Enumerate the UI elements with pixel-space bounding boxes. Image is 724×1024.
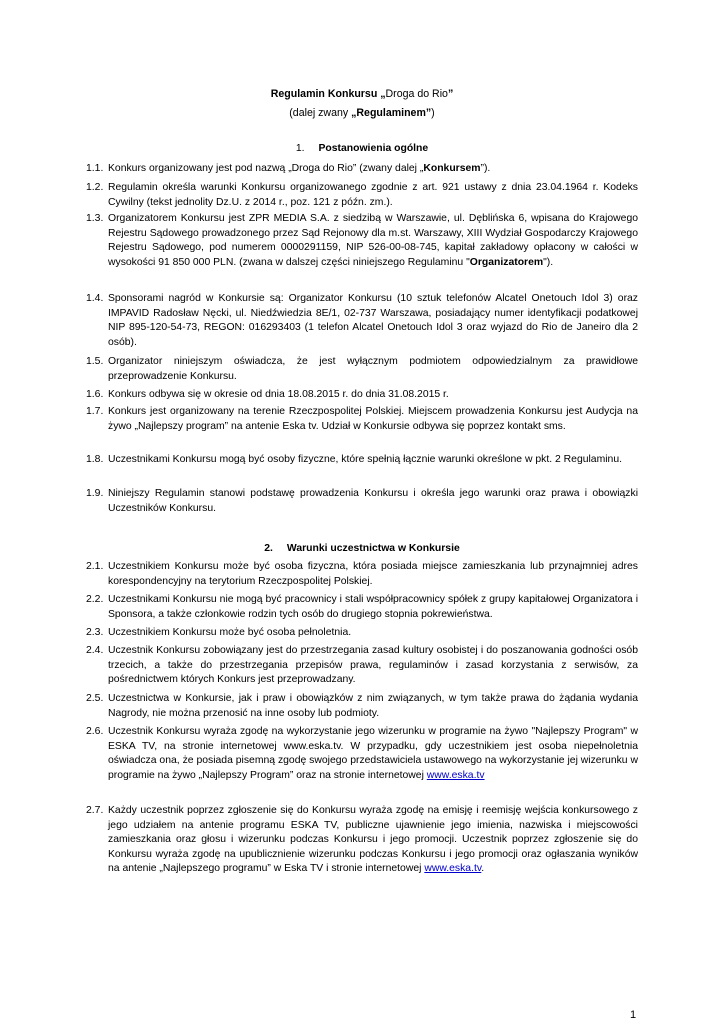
document-subtitle: (dalej zwany „Regulaminem”)	[289, 107, 435, 119]
list-item-1-5: 1.5. Organizator niniejszym oświadcza, że jest wyłącznym podmiotem odpowiedzialnym za prawidłowe przeprowadzenie Konkursu.	[86, 356, 638, 382]
list-item-1-2: 1.2. Regulamin określa warunki Konkursu organizowanego zgodnie z art. 921 ustawy z dnia 23.04.1964 r. Kodeks Cywilny (tekst jednolity Dz.U. z 2014 r., poz. 121 z późn. zm.).	[86, 182, 638, 208]
list-item-1-8: 1.8. Uczestnikami Konkursu mogą być osoby fizyczne, które spełnią łącznie warunki określone w pkt. 2 Regulaminu.	[86, 454, 622, 465]
list-item-2-2: 2.2. Uczestnikami Konkursu nie mogą być pracownicy i stali współpracownicy spółek z grupy kapitałowej Organizatora i Sponsora, a także członkowie rodzin tych osób do drugiego stopnia pokrewieństwa.	[86, 594, 638, 620]
list-item-2-5: 2.5. Uczestnictwa w Konkursie, jak i praw i obowiązków z nim związanych, w tym także prawa do żądania wydania Nagrody, nie można przenosić na inne osoby lub podmioty.	[86, 693, 638, 719]
eska-link[interactable]: www.eska.tv	[426, 769, 485, 781]
list-item-1-7: 1.7. Konkurs jest organizowany na terenie Rzeczpospolitej Polskiej. Miejscem prowadzenia Konkursu jest Audycja na żywo „Najlepszy program” na antenie Eska tv. Udział w Konkursie odbywa się poprzez kontakt sms.	[86, 406, 638, 432]
list-item-1-1: 1.1. Konkurs organizowany jest pod nazwą „Droga do Rio” (zwany dalej „Konkursem”).	[86, 163, 491, 174]
list-item-1-9: 1.9. Niniejszy Regulamin stanowi podstawę prowadzenia Konkursu i określa jego warunki oraz prawa i obowiązki Uczestników Konkursu.	[86, 488, 638, 514]
section-1-heading: 1. Postanowienia ogólne	[295, 143, 429, 154]
list-item-2-3: 2.3. Uczestnikiem Konkursu może być osoba pełnoletnia.	[86, 627, 352, 638]
list-item-1-4: 1.4. Sponsorami nagród w Konkursie są: Organizator Konkursu (10 sztuk telefonów Alcatel Onetouch Idol 3) oraz IMPAVID Radosław Nęcki, ul. Niedźwiedzia 8E/1, 02-737 Warszawa, posiadający numer identyfikacji podatkowej NIP 895-120-54-73, REGON: 016293403 (1 telefon Alcatel Onetouch Idol 3 oraz wyjazd do Rio de Janeiro dla 2 osób).	[86, 293, 638, 348]
eska-link[interactable]: www.eska.tv	[424, 863, 482, 875]
document-title: Regulamin Konkursu „Droga do Rio”	[270, 88, 454, 100]
page-number: 1	[630, 1009, 637, 1021]
list-item-2-7: 2.7. Każdy uczestnik poprzez zgłoszenie się do Konkursu wyraża zgodę na emisję i reemisję wejścia konkursowego z jego udziałem na antenie programu ESKA TV, publiczne ujawnienie jego imienia, nazwiska i miejscowości zamieszkania oraz głosu i wizerunku podczas Konkursu i jego promocji. Uczestnik poprzez zgłoszenie się do Konkursu wyraża zgodę na upublicznienie wizerunku podczas Konkursu i jego promocji oraz ogłaszania wyników na antenie „Najlepszego programu” w Eska TV i stronie internetowej www.eska.tv.	[86, 805, 638, 875]
list-item-2-6: 2.6. Uczestnik Konkursu wyraża zgodę na wykorzystanie jego wizerunku w programie na żywo "Najlepszy Program" w ESKA TV, na stronie internetowej www.eska.tv. W przypadku, gdy uczestnikiem jest osoba niepełnoletnia oświadcza ona, że posiada pisemną zgodę swojego przedstawiciela ustawowego na wykorzystanie jej wizerunku w programie na żywo „Najlepszy Program” oraz na stronie internetowej www.eska.tv	[86, 726, 638, 781]
list-item-2-1: 2.1. Uczestnikiem Konkursu może być osoba fizyczna, która posiada miejsce zamieszkania lub przynajmniej adres korespondencyjny na terytorium Rzeczpospolitej Polskiej.	[86, 561, 638, 587]
list-item-1-3: 1.3. Organizatorem Konkursu jest ZPR MEDIA S.A. z siedzibą w Warszawie, ul. Dęblińska 6, wpisana do Krajowego Rejestru Sądowego prowadzonego przez Sąd Rejonowy dla m.st. Warszawy, XIII Wydział Gospodarczy Krajowego Rejestru Sądowego, pod numerem 0000291159, NIP 526-00-08-745, kapitał zakładowy opłacony w całości w wysokości 91 850 000 PLN. (zwana w dalszej części niniejszego Regulaminu "Organizatorem").	[86, 213, 638, 268]
section-2-heading: 2. Warunki uczestnictwa w Konkursie	[264, 543, 460, 554]
list-item-2-4: 2.4. Uczestnik Konkursu zobowiązany jest do przestrzegania zasad kultury osobistej i do poszanowania godności osób trzecich, a także do przestrzegania przepisów prawa, regulaminów i zasad korzystania z serwisów, za pośrednictwem których Konkurs jest przeprowadzany.	[86, 645, 638, 686]
list-item-1-6: 1.6. Konkurs odbywa się w okresie od dnia 18.08.2015 r. do dnia 31.08.2015 r.	[86, 389, 449, 400]
